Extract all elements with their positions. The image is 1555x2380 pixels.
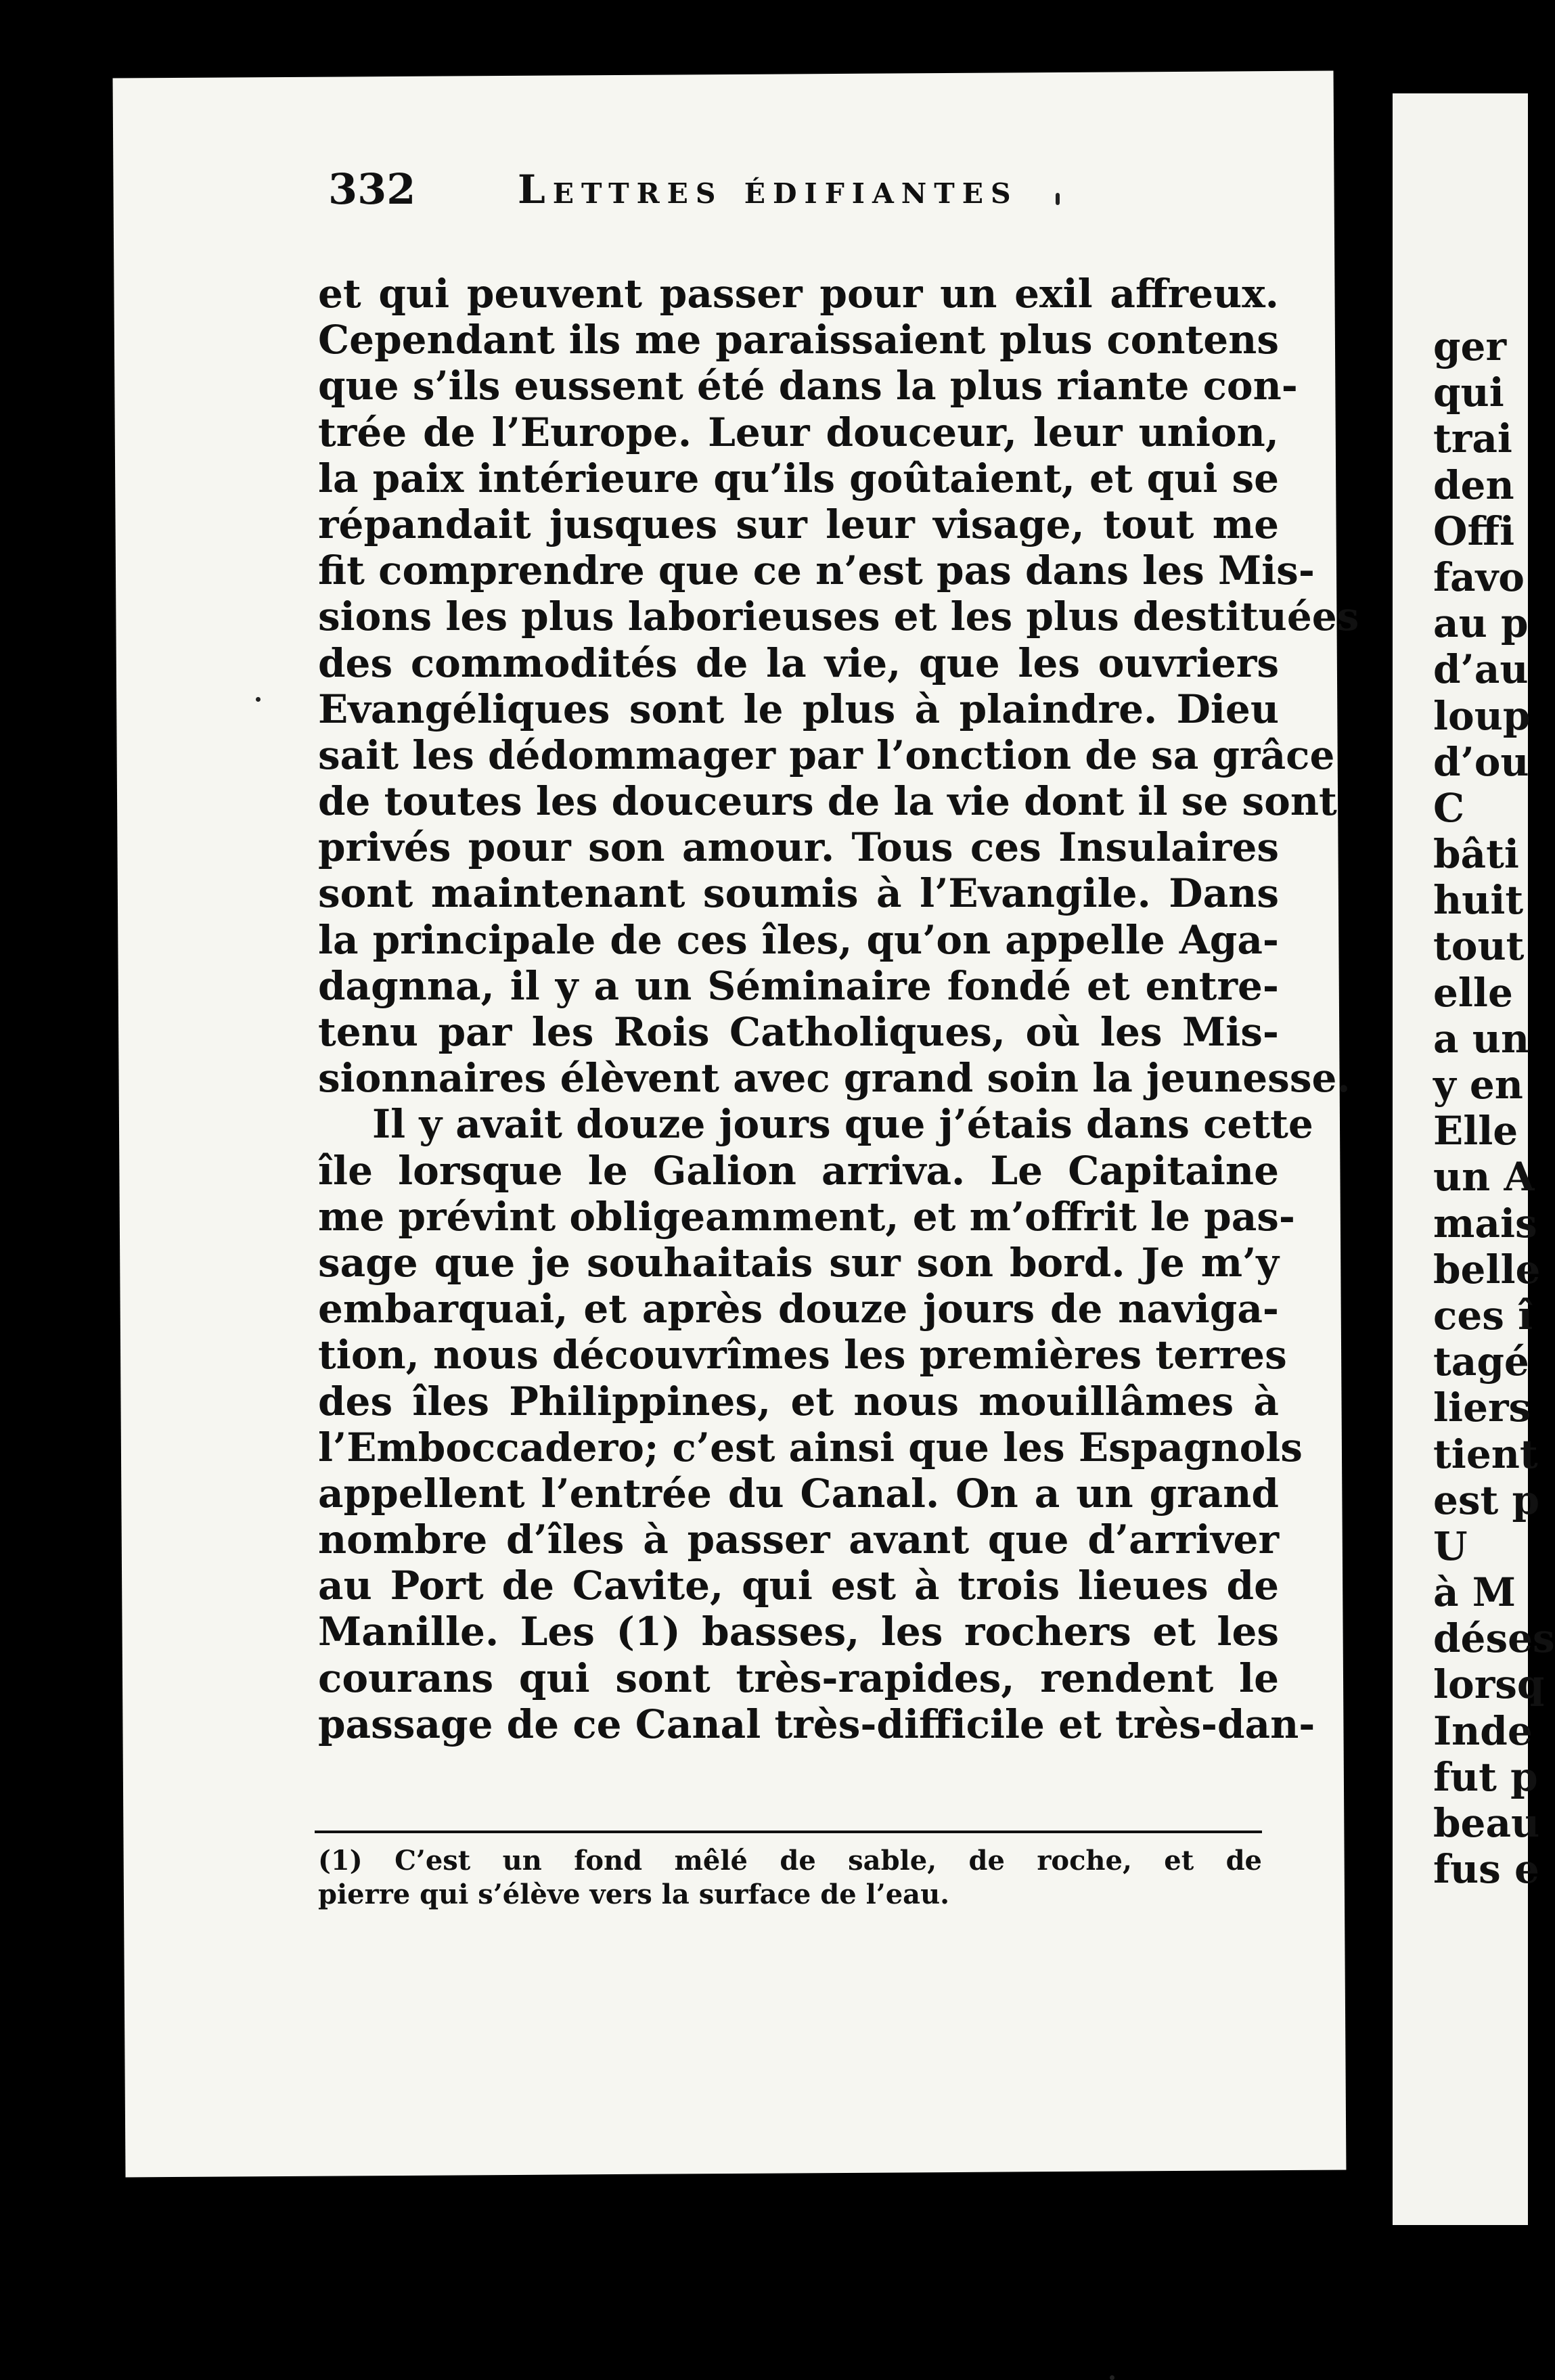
facing-page-fragment: loup bbox=[1433, 692, 1531, 739]
running-head: Lettres édifiantes bbox=[518, 166, 1018, 212]
body-line: répandait jusques sur leur visage, tout me bbox=[318, 501, 1279, 547]
body-line: sait les dédommager par l’onction de sa grâce bbox=[318, 732, 1335, 778]
ink-speck bbox=[1110, 2375, 1114, 2380]
facing-page-fragment: huit bbox=[1433, 877, 1524, 924]
body-line: Manille. Les (1) basses, les rochers et les bbox=[318, 1609, 1279, 1655]
facing-page-fragment: den bbox=[1433, 462, 1514, 508]
body-line: me prévint obligeamment, et m’offrit le pas- bbox=[318, 1193, 1295, 1240]
body-line: sions les plus laborieuses et les plus destituées bbox=[318, 593, 1359, 640]
footnote bbox=[318, 1844, 1262, 1912]
body-line: tion, nous découvrîmes les premières terres bbox=[318, 1332, 1287, 1378]
facing-page-fragment: elle bbox=[1433, 969, 1513, 1016]
facing-page-fragment: qui bbox=[1433, 369, 1504, 416]
body-line: embarquai, et après douze jours de naviga- bbox=[318, 1286, 1279, 1332]
facing-page-fragment: d’au bbox=[1433, 646, 1529, 693]
body-line: trée de l’Europe. Leur douceur, leur union, bbox=[318, 409, 1279, 455]
facing-book-page bbox=[1393, 93, 1555, 2225]
facing-page-fragment: mais bbox=[1433, 1200, 1537, 1247]
body-line: Il y avait douze jours que j’étais dans cette bbox=[372, 1101, 1313, 1148]
facing-page-fragment: y en bbox=[1433, 1062, 1523, 1108]
facing-page-fragment: fus e bbox=[1433, 1846, 1539, 1893]
facing-page-fragment: lorsq bbox=[1433, 1661, 1545, 1708]
facing-page-fragment: beau bbox=[1433, 1800, 1540, 1846]
facing-page-fragment: U bbox=[1433, 1523, 1468, 1569]
facing-page-fragment: tient bbox=[1433, 1431, 1538, 1477]
body-line: dagnna, il y a un Séminaire fondé et entre- bbox=[318, 962, 1279, 1009]
body-line: des commodités de la vie, que les ouvriers bbox=[318, 639, 1279, 686]
body-line: tenu par les Rois Catholiques, où les Mis- bbox=[318, 1009, 1279, 1055]
facing-page-fragment: déses bbox=[1433, 1615, 1555, 1662]
body-line: île lorsque le Galion arriva. Le Capitaine bbox=[318, 1147, 1279, 1194]
body-line: appellent l’entrée du Canal. On a un grand bbox=[318, 1470, 1279, 1517]
body-line: Cependant ils me paraissaient plus contens bbox=[318, 317, 1279, 363]
facing-page-fragment: liers bbox=[1433, 1385, 1531, 1431]
facing-page-fragment: est p bbox=[1433, 1477, 1540, 1523]
body-line: de toutes les douceurs de la vie dont il se sont bbox=[318, 778, 1337, 825]
facing-page-fragment: un A bbox=[1433, 1154, 1535, 1200]
body-line: nombre d’îles à passer avant que d’arriver bbox=[318, 1517, 1279, 1563]
facing-page-fragment: au p bbox=[1433, 600, 1529, 647]
body-line: des îles Philippines, et nous mouillâmes à bbox=[318, 1378, 1279, 1424]
facing-page-fragment: belle bbox=[1433, 1246, 1541, 1293]
facing-page-fragment: Inde bbox=[1433, 1707, 1533, 1754]
facing-page-fragment: Offi bbox=[1433, 508, 1515, 554]
body-line: l’Emboccadero; c’est ainsi que les Espagnols bbox=[318, 1424, 1303, 1470]
footnote-rule bbox=[315, 1831, 1262, 1833]
page-number: 332 bbox=[328, 164, 416, 214]
facing-page-fragment: ger bbox=[1433, 323, 1507, 369]
facing-page-fragment: tout bbox=[1433, 923, 1525, 970]
facing-page-fragment: bâti bbox=[1433, 831, 1519, 878]
facing-page-fragment: tagé bbox=[1433, 1339, 1529, 1385]
body-line: passage de ce Canal très-difficile et très-dan- bbox=[318, 1701, 1315, 1747]
body-line: la paix intérieure qu’ils goûtaient, et qui se bbox=[318, 455, 1279, 501]
body-line: sage que je souhaitais sur son bord. Je m’y bbox=[318, 1239, 1279, 1286]
footnote-line: pierre qui s’élève vers la surface de l’eau. bbox=[318, 1879, 950, 1910]
facing-page-fragment: C bbox=[1433, 784, 1465, 831]
body-line: la principale de ces îles, qu’on appelle Aga- bbox=[318, 916, 1279, 963]
facing-page-fragment: fut p bbox=[1433, 1753, 1538, 1800]
body-line: privés pour son amour. Tous ces Insulaires bbox=[318, 824, 1279, 871]
footnote-line: (1) C’est un fond mêlé de sable, de roche, et de bbox=[318, 1845, 1262, 1877]
body-line: sont maintenant soumis à l’Evangile. Dans bbox=[318, 870, 1279, 917]
body-line: fit comprendre que ce n’est pas dans les Mis- bbox=[318, 547, 1315, 594]
facing-page-fragment: trai bbox=[1433, 416, 1512, 462]
body-line: et qui peuvent passer pour un exil affreux. bbox=[318, 271, 1279, 317]
facing-page-fragment: favo bbox=[1433, 554, 1525, 600]
facing-page-text bbox=[1433, 323, 1555, 1892]
body-line: courans qui sont très-rapides, rendent le bbox=[318, 1655, 1279, 1701]
page-body bbox=[318, 271, 1359, 1747]
ink-speck bbox=[256, 697, 261, 702]
facing-page-fragment: d’ou bbox=[1433, 738, 1529, 785]
facing-page-fragment: a un bbox=[1433, 1015, 1530, 1062]
facing-page-fragment: Elle bbox=[1433, 1108, 1518, 1154]
page-header bbox=[328, 156, 1276, 237]
body-line: sionnaires élèvent avec grand soin la jeunesse. bbox=[318, 1055, 1351, 1102]
facing-page-fragment: ces î bbox=[1433, 1292, 1533, 1339]
facing-page-fragment: à M bbox=[1433, 1569, 1516, 1616]
body-line: au Port de Cavite, qui est à trois lieues de bbox=[318, 1563, 1279, 1609]
body-line: Evangéliques sont le plus à plaindre. Dieu bbox=[318, 686, 1279, 732]
body-line: que s’ils eussent été dans la plus riante con- bbox=[318, 363, 1298, 409]
